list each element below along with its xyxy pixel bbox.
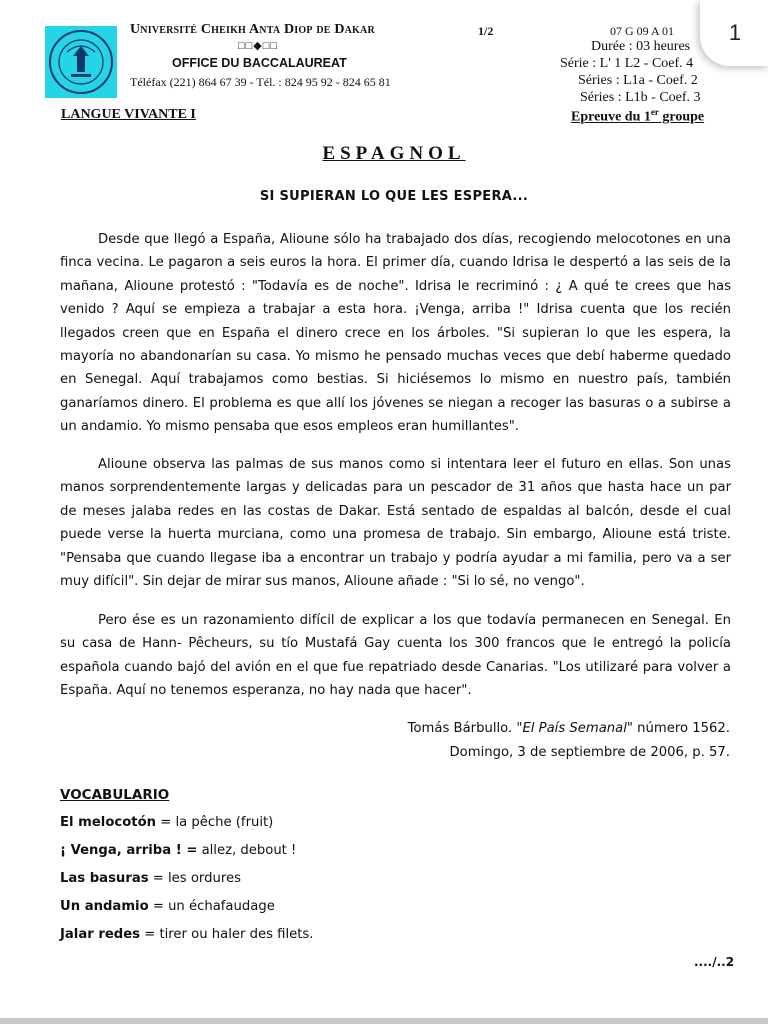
vocabulary-item: El melocotón = la pêche (fruit): [60, 815, 274, 830]
vocabulary-item: Las basuras = les ordures: [60, 871, 241, 886]
serie-line-1: Série : L' 1 L2 - Coef. 4: [560, 56, 694, 71]
page-badge: 1: [700, 0, 768, 66]
page-number: 1/2: [478, 24, 494, 38]
document-title: ESPAGNOL: [322, 143, 466, 164]
source-date: Domingo, 3 de septiembre de 2006, p. 57.: [449, 745, 730, 760]
exam-duration: Durée : 03 heures: [591, 39, 691, 54]
vocabulary-item: Jalar redes = tirer ou haler des filets.: [60, 927, 314, 942]
vocabulary-title: VOCABULARIO: [60, 787, 170, 803]
epreuve-label: Epreuve du 1er groupe: [571, 107, 705, 125]
university-name: Université Cheikh Anta Diop de Dakar: [130, 22, 375, 37]
university-seal-logo: [45, 26, 117, 98]
continuation-marker: ..../..2: [694, 955, 735, 969]
office-name: OFFICE DU BACCALAUREAT: [172, 56, 347, 70]
serie-line-2: Séries : L1a - Coef. 2: [578, 73, 698, 88]
contact-info: Téléfax (221) 864 67 39 - Tél. : 824 95 92 - 824 65 81: [130, 75, 391, 89]
exam-code: 07 G 09 A 01: [610, 24, 675, 38]
bottom-scroll-edge: [0, 1018, 768, 1024]
paragraph-3: Pero ése es un razonamiento difícil de explicar a los que todavía permanecen en Senegal. En su casa de Hann- Pêcheurs, su tío Mustafá Gay cuenta los 300 francos que le entregó la policía española cuando bajó del avión en el que fue repatriado desde Canarias. "Los utilizaré para volver a España. Aquí no tenemos esperanza, no hay nada que hacer".: [60, 613, 731, 699]
text-subtitle: SI SUPIERAN LO QUE LES ESPERA...: [259, 189, 529, 204]
header-symbols: □□◆□□: [238, 40, 279, 52]
source-citation: Tomás Bárbullo. "El País Semanal" número 1562.: [407, 721, 730, 736]
paragraph-2: Alioune observa las palmas de sus manos como si intentara leer el futuro en ellas. Son unas manos sorprendentemente largas y delicadas para un pescador de 31 años que hasta hace un par de meses jalaba redes en las costas de Dakar. Está sentado de espaldas al balcón, desde el cual puede verse la huerta murciana, como una promesa de trabajo. Sin embargo, Alioune está triste. "Pensaba que cuando llegase iba a encontrar un trabajo y podría ayudar a mi familia, pero va a ser muy difícil". Sin dejar de mirar sus manos, Alioune añade : "Si lo sé, no vengo".: [60, 457, 731, 590]
subject-label: LANGUE VIVANTE I: [61, 107, 196, 122]
vocabulary-item: ¡ Venga, arriba ! = allez, debout !: [60, 843, 297, 858]
paragraph-1: Desde que llegó a España, Alioune sólo ha trabajado dos días, recogiendo melocotones en una finca vecina. Le pagaron a seis euros la hora. El primer día, cuando Idrisa le despertó a las seis de la mañana, Alioune protestó : "Todavía es de noche". Idrisa le recriminó : ¿ A qué te crees que has venido ? Aquí se empieza a trabajar a esta hora. ¡Venga, arriba !" Idrisa cuenta que los recién llegados creen que en España el dinero crece en los árboles. "Si supieran lo que les espera, la mayoría no abandonarían su casa. Yo mismo he pensado muchas veces que debí haberme quedado en Senegal. Aquí trabajamos como bestias. Si hiciésemos lo mismo en nuestro país, también ganaríamos dinero. El problema es que allí los jóvenes se niegan a recoger las basuras o a subirse a un andamio. Yo mismo pensaba que esos empleos eran humillantes".: [60, 232, 731, 435]
seal-icon: [45, 26, 117, 98]
vocabulary-item: Un andamio = un échafaudage: [60, 899, 275, 914]
serie-line-3: Séries : L1b - Coef. 3: [580, 90, 701, 105]
